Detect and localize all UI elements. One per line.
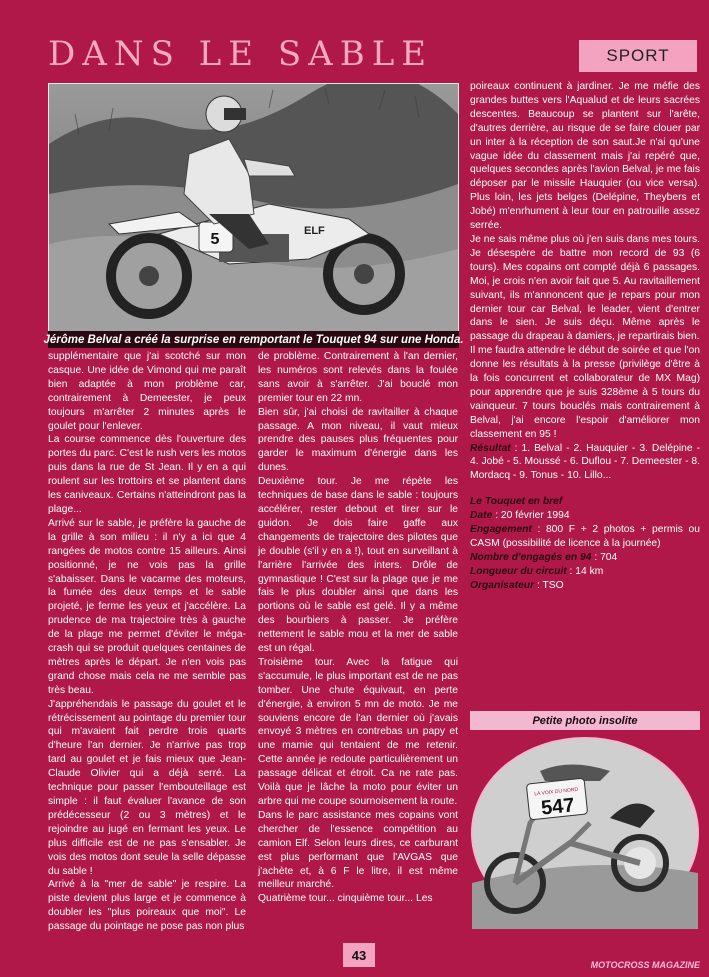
- info-engagement-label: Engagement: [470, 524, 532, 536]
- magazine-name: MOTOCROSS MAGAZINE: [590, 960, 700, 970]
- info-organizer-value: : TSO: [534, 579, 564, 591]
- info-box: [470, 495, 700, 592]
- column-1: [48, 350, 246, 934]
- paragraph: Je ne sais même plus où j'en suis dans mes tours. Je désespère de battre mon record de 93 (6 tours). Mes copains ont compté déjà 6 passages. Moi, je crois n'en avoir fait que 5. Au ravitaillement suivant, ils m'annoncent que je repars pour mon dernier tour car Belval, le leader, vient d'entrer dans le sien. Je suis déçu. Même après le passage du drapeau à damiers, je repartirais bien.: [470, 233, 700, 343]
- column-2: [258, 350, 458, 906]
- info-date-label: Date: [470, 510, 493, 522]
- column-3: [470, 80, 700, 593]
- paragraph: La course commence dès l'ouverture des portes du parc. C'est le rush vers les motos puis dans la rue de St Jean. Il y en a qui roulent sur les trottoirs et se plantent dans les caniveaux. Certains n'atteindront pas la plage...: [48, 434, 246, 515]
- info-date-value: : 20 février 1994: [492, 510, 570, 522]
- paragraph: poireaux continuent à jardiner. Je me méfie des grandes buttes vers l'Aqualud et de leurs sacrées descentes. Beaucoup se plantent sur l'arête, d'autres derrière, au risque de se faire clouer par un inter à la réception de son saut.Je n'ai qu'une vague idée du classement mais j'ai repéré que, quelques secondes après l'avion Belval, je me fais déposer par le missile Hauquier (ou vice versa). Plus loin, les jets belges (Delépine, Theybers et Jobé) m'enrhument à leur tour en patrouille assez serrée.: [470, 81, 700, 232]
- paragraph: J'appréhendais le passage du goulet et le rétrécissement au pointage du premier tour qui m'avaient fait perdre trois quarts d'heure l'an dernier. Je n'arrive pas trop tard au goulet et je fais mieux que Jean-Claude Olivier qui a déjà serré. La technique pour passer l'embouteillage est simple : il faut évaluer l'avance de son prédécesseur (2 ou 3 mètres) et le rejoindre au jugé en fermant les yeux. Le plus difficile est de ne pas s'ensabler. Je vois des motos dont seule la selle dépasse du sable !: [48, 698, 246, 877]
- info-length-label: Longueur du circuit: [470, 565, 567, 577]
- photo-caption: Jérôme Belval a créé la surprise en remportant le Touquet 94 sur une Honda.: [48, 331, 459, 348]
- paragraph: de problème. Contrairement à l'an dernier, les numéros sont relevés dans la foulée sans avoir à s'arrêter. J'ai bouclé mon premier tour en 22 mn.: [258, 351, 458, 404]
- paragraph: Arrivé sur le sable, je préfère la gauche de la grille à son milieu : il n'y a ici que 4 rangées de motos contre 15 ailleurs. Ainsi positionné, je ne vois pas la grille s'abaisser. Dans le vacarme des moteurs, la fumée des deux temps et le sable projeté, je ferme les yeux et j'accélère. La prudence de ma trajectoire très à gauche de la plage me permet d'éviter le méga-crash qui se produit quelques centaines de mètres après le départ. Je n'en vois pas grand chose mais cela ne me semble pas très beau.: [48, 517, 246, 696]
- paragraph: Dans le parc assistance mes copains vont chercher de l'essence compétition au camion Elf. Selon leurs dires, ce carburant est plus performant que l'AVGAS que j'achète et, à 6 F le litre, il est même meilleur marché.: [258, 809, 458, 891]
- info-length-value: : 14 km: [566, 565, 604, 577]
- info-organizer-label: Organisateur: [470, 579, 535, 591]
- insolite-photo: [470, 733, 700, 929]
- bike-number: 5: [210, 231, 220, 248]
- paragraph: supplémentaire que j'ai scotché sur mon casque. Une idée de Vimond qui me paraît bien adaptée à mon problème car, contrairement à Demeester, je peux toujours m'arrêter 2 minutes après le goulet pour l'enlever.: [48, 351, 246, 432]
- paragraph: Il me faudra attendre le début de soirée et que l'on donne les résultats à la presse (privilège d'être à la fois concurrent et collaborateur de MX Mag) pour apprendre que je suis 328ème à 5 tours du vainqueur. 7 tours bouclés mais contrairement à Belval, j'ai encore l'espoir d'améliorer mon classement en 95 !: [470, 345, 700, 440]
- page-title: DANS LE SABLE: [48, 34, 434, 74]
- info-entrants-value: : 704: [591, 551, 618, 563]
- info-engagement-value: : 800 F + 2 photos + permis ou CASM (possibilité de licence à la journée): [470, 524, 700, 549]
- paragraph: Quatrième tour... cinquième tour... Les: [258, 893, 433, 905]
- info-entrants-label: Nombre d'engagés en 94: [470, 551, 592, 563]
- insolite-title: Petite photo insolite: [470, 711, 700, 730]
- plate-number: 547: [540, 794, 576, 820]
- page-number: 43: [343, 943, 375, 967]
- paragraph: Troisième tour. Avec la fatigue qui s'accumule, le plus important est de ne pas tomber. Une chute équivaut, en perte d'énergie, à environ 5 mn de moto. Je me souviens encore de l'an dernier où j'avais envoyé 3 mètres en contrebas un papy et une mamie qui tentaient de me retenir. Cette année je redoute particulièrement un passage délicat et étroit. Ca ne rate pas. Voilà que je lâche la moto pour éviter un arbre qui me coupe sournoisement la route.: [258, 656, 458, 807]
- bike-sponsor: ELF: [304, 225, 325, 237]
- results: [470, 442, 700, 484]
- info-heading: Le Touquet en bref: [470, 496, 563, 508]
- paragraph: Bien sûr, j'ai choisi de ravitailler à chaque passage. A mon niveau, il vaut mieux prendre des pauses plus fréquentes pour garder le maximum d'énergie dans les dunes.: [258, 406, 458, 474]
- results-text: : 1. Belval - 2. Hauquier - 3. Delépine - 4. Jobé - 5. Moussé - 6. Duflou - 7. Demeester - 8. Mordacq - 9. Tonus - 10. Lillo...: [470, 442, 700, 482]
- main-photo: [48, 83, 459, 333]
- section-tag: SPORT: [579, 40, 697, 72]
- plate-top-text: LA VOIX DU NORD: [534, 786, 579, 798]
- paragraph: Deuxième tour. Je me répète les techniques de base dans le sable : toujours accélérer, rester debout et tirer sur le guidon. Je dois faire gaffe aux changements de trajectoire des pilotes que je double (s'il y en a !), tout en surveillant à l'arrière l'arrivée des inters. Drôle de gymnastique ! C'est sur la plage que je me fais le plus doubler ainsi que dans les portions où le sable est gelé. Il y a même des bourbiers à passer. Je préfère nettement le sable mou et la mer de sable est un régal.: [258, 476, 458, 655]
- results-label: Résultat: [470, 442, 511, 454]
- paragraph: Arrivé à la "mer de sable" je respire. La piste devient plus large et je commence à doubler les "plus poireaux que moi". Le passage du pointage ne pose pas non plus: [48, 879, 246, 933]
